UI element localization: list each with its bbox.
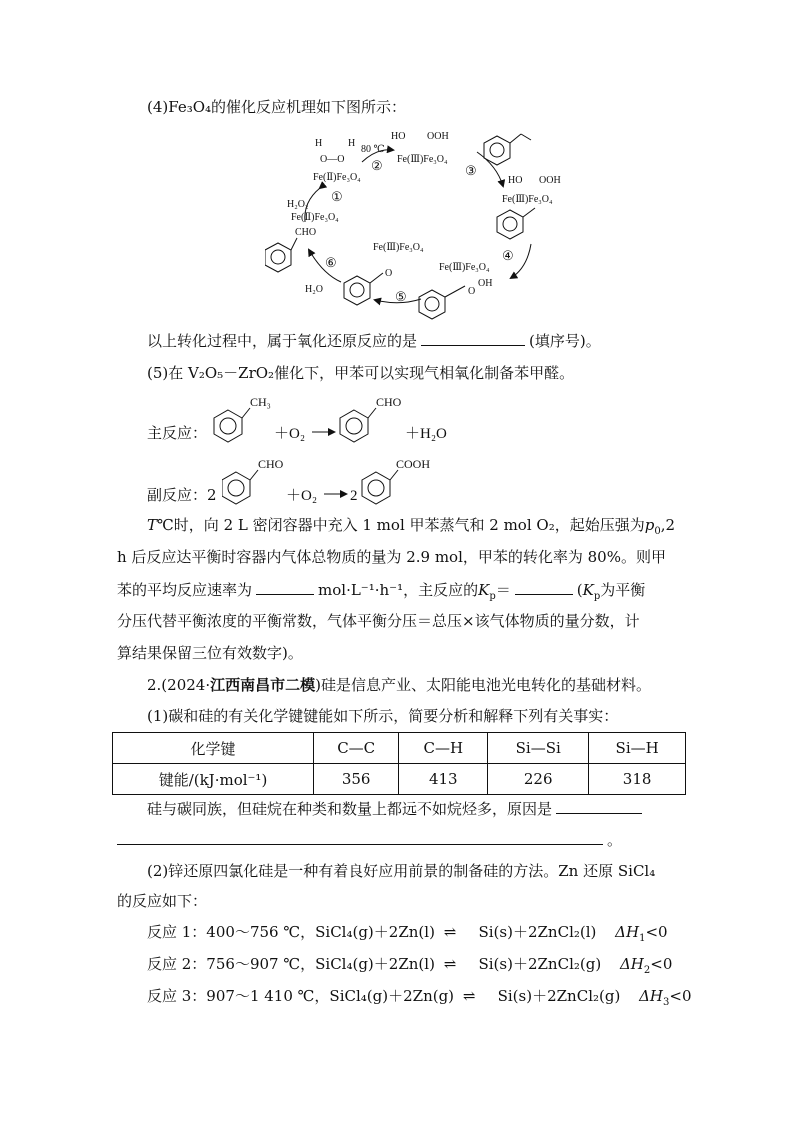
side-benzaldehyde-molecule [222,470,258,504]
delta-h-sign: <0 [650,955,673,973]
side-reaction-equation [222,456,442,512]
c4-oh: OH [478,278,493,289]
p5-kp-note: 为平衡 [600,581,646,599]
reaction-2-reactants: 反应 2：756～907 ℃，SiCl₄(g)＋2Zn(l) [147,955,435,973]
kp-symbol: K [478,581,490,599]
main-reaction-label: 主反应： [147,424,208,442]
bond-energy-table [112,732,686,795]
answer-blank-silane-a[interactable] [556,797,642,814]
p5-equals: ＝ [495,581,511,599]
benzaldehyde-product [340,408,376,442]
benzoic-acid-molecule [362,470,398,504]
delta-h-sign: <0 [645,923,668,941]
reaction-2-products: Si(s)＋2ZnCl₂(g) [478,955,602,973]
pressure-symbol: p [644,516,655,534]
table-header-cell: 化学键 [113,733,314,764]
answer-blank-kp[interactable] [515,578,573,595]
toluene-molecule [214,408,250,442]
c4-benzene-ring [419,286,465,319]
c2-ho: HO [391,131,406,142]
kp-symbol-note: K [582,581,594,599]
p5-rate-text: 苯的平均反应速率为 [117,581,253,599]
table-header-cell: Si—H [589,733,686,764]
toluene-ch3: CH₃ [250,395,271,409]
c3-iron-catalyst: Fe(Ⅲ)Fe₃O₄ [502,194,553,205]
p5-para-line-3 [117,578,645,601]
c2-ooh: OOH [427,131,449,142]
delta-h-symbol: ΔH [639,987,664,1005]
q2-heading-prefix: 2.(2024· [147,676,211,694]
table-header-cell: Si—Si [488,733,589,764]
table-cell: 226 [488,764,589,795]
main-plus-h2o: ＋H₂O [405,426,447,442]
table-cell: 356 [314,764,399,795]
p5-para-line-1 [147,514,675,536]
p4-question [147,329,601,352]
delta-h-subscript: 2 [643,965,651,976]
equilibrium-arrow: ⇌ [462,987,476,1005]
q2-sub2-line-2: 的反应如下： [117,892,208,910]
c5-oxygen: O [385,268,393,279]
c1-iron-catalyst: Fe(Ⅱ)Fe₃O₄ [313,172,361,183]
reaction-1-products: Si(s)＋2ZnCl₂(l) [478,923,597,941]
q2-sub2-line-1: (2)锌还原四氯化硅是一种有着良好应用前景的制备硅的方法。Zn 还原 SiCl₄ [147,862,656,880]
delta-h-subscript: 3 [663,997,670,1008]
answer-blank-rate[interactable] [256,578,314,595]
c3-ho: HO [508,175,523,186]
q2-sub1-period: 。 [607,831,623,849]
delta-h-subscript: 1 [639,933,646,944]
reaction-1 [147,921,668,943]
c6-cho: CHO [295,227,317,238]
c3-ooh: OOH [539,175,561,186]
h2o-product: H₂O [305,284,323,295]
p5-para-line-2: h 后反应达平衡时容器内气体总物质的量为 2.9 mol，甲苯的转化率为 80%。则甲 [117,548,666,566]
q2-source: 江西南昌市二模 [210,676,316,694]
pressure-subscript: 0 [654,526,661,537]
p4-question-suffix: (填序号)。 [529,332,601,350]
styrene-molecule [484,134,531,165]
p4-heading: (4)Fe₃O₄的催化反应机理如下图所示： [147,98,407,116]
equilibrium-arrow: ⇌ [443,923,457,941]
side-product-cooh: COOH [396,457,431,471]
reaction-3-enthalpy [639,987,692,1008]
reaction-3 [147,985,692,1007]
c1-oxygen: O—O [320,154,345,165]
q2-heading-text: )硅是信息产业、太阳能电池光电转化的基础材料。 [315,676,651,694]
main-plus-o2: ＋O₂ [274,426,306,442]
table-header-cell: C—C [314,733,399,764]
c2-temperature: 80 ℃ [361,144,385,155]
c3-benzene-ring [497,208,535,239]
side-product-coefficient: 2 [350,488,358,504]
c4-iron-catalyst: Fe(Ⅲ)Fe₃O₄ [439,262,490,273]
table-cell: 318 [589,764,686,795]
table-header-cell: C—H [399,733,488,764]
arrow-step-4 [511,244,531,278]
step-4-label: ④ [502,248,514,263]
kp-subscript-note: p [593,591,601,602]
c1-h-right: H [348,138,356,149]
temperature-symbol: T [147,516,158,534]
step-5-label: ⑤ [395,289,407,304]
delta-h-sign: <0 [669,987,692,1005]
p5-para-text-1-end: ,2 [660,516,676,534]
q2-sub1-continuation [117,828,622,851]
delta-h-symbol: ΔH [619,955,644,973]
table-header-row [113,733,686,764]
c6-iron-catalyst: Fe(Ⅱ)Fe₃O₄ [291,212,339,223]
q2-sub1-question [147,797,646,820]
c4-oxygen: O [468,286,476,297]
p5-para-text-1: ℃时，向 2 L 密闭容器中充入 1 mol 甲苯蒸气和 2 mol O₂，起始压强为 [157,516,645,534]
q2-heading [147,674,651,696]
p5-open-paren: ( [576,581,583,599]
q2-sub1: (1)碳和硅的有关化学键键能如下所示，简要分析和解释下列有关事实： [147,707,619,725]
p5-para-line-4: 分压代替平衡浓度的平衡常数，气体平衡分压＝总压×该气体物质的量分数，计 [117,612,640,630]
step-1-label: ① [331,189,343,204]
c2-iron-catalyst: Fe(Ⅲ)Fe₃O₄ [397,154,448,165]
q2-sub1-question-text: 硅与碳同族，但硅烷在种类和数量上都远不如烷烃多，原因是 [147,800,553,818]
answer-blank-silane-b[interactable] [117,828,603,845]
reaction-2 [147,953,672,975]
side-reactant-cho: CHO [258,457,284,471]
answer-blank-redox[interactable] [421,329,525,346]
h2o2-reagent: H₂O₂ [287,199,309,210]
kp-subscript: p [489,591,496,602]
catalytic-cycle-diagram [265,118,565,328]
table-row [113,764,686,795]
step-2-label: ② [371,158,383,173]
reaction-3-reactants: 反应 3：907～1 410 ℃，SiCl₄(g)＋2Zn(g) [147,987,455,1005]
p5-para-line-5: 算结果保留三位有效数字)。 [117,644,303,662]
delta-h-symbol: ΔH [615,923,640,941]
reaction-1-enthalpy [615,923,668,944]
p5-rate-unit: mol·L⁻¹·h⁻¹，主反应的 [318,581,479,599]
side-plus-o2: ＋O₂ [286,488,318,504]
side-reaction-label: 副反应：2 [147,486,217,504]
benzaldehyde-molecule [265,238,297,272]
equilibrium-arrow: ⇌ [443,955,457,973]
table-cell: 413 [399,764,488,795]
step-3-label: ③ [465,163,477,178]
reaction-3-products: Si(s)＋2ZnCl₂(g) [497,987,621,1005]
c1-h-left: H [315,138,323,149]
p5-heading: (5)在 V₂O₅－ZrO₂催化下，甲苯可以实现气相氧化制备苯甲醛。 [147,364,575,382]
c5-iron-catalyst: Fe(Ⅲ)Fe₃O₄ [373,242,424,253]
main-product-cho: CHO [376,395,402,409]
step-6-label: ⑥ [325,255,337,270]
reaction-1-reactants: 反应 1：400～756 ℃，SiCl₄(g)＋2Zn(l) [147,923,435,941]
table-row-label: 键能/(kJ·mol⁻¹) [113,764,314,795]
reaction-2-enthalpy [619,955,673,976]
p4-question-text: 以上转化过程中，属于氧化还原反应的是 [147,332,418,350]
main-reaction-equation [210,394,470,450]
